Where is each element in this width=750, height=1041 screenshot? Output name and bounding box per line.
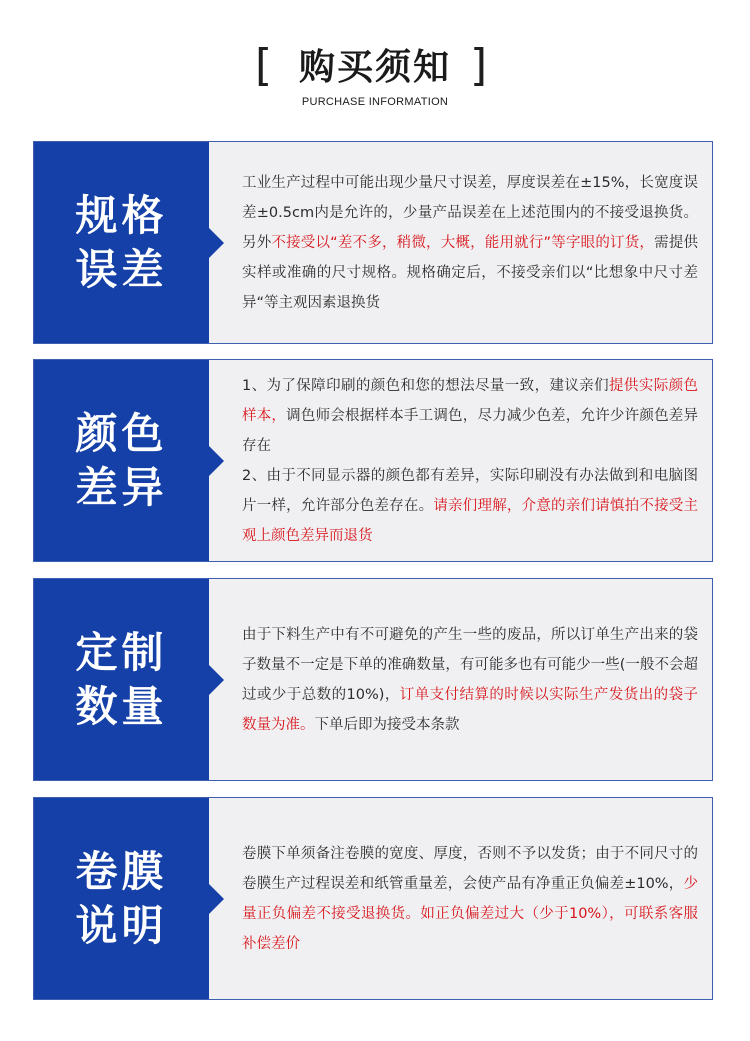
section-label-box xyxy=(34,798,209,999)
section-label-box xyxy=(34,142,209,343)
section-color-diff xyxy=(33,359,713,562)
section-content xyxy=(242,371,698,551)
section-label xyxy=(34,845,209,953)
section-custom-quantity xyxy=(33,578,713,781)
body-text: 调色师会根据样本手工调色，尽力减少色差，允许少许颜色差异存在 xyxy=(242,407,699,454)
section-content xyxy=(242,620,698,740)
highlight-text: 少量正负偏差不接受退换货。如正负偏差过大（少于10%），可联系客服补偿差价 xyxy=(242,875,698,952)
highlight-text: 提供实际颜色样本， xyxy=(242,377,698,424)
body-text: 由于下料生产中有不可避免的产生一些的废品，所以订单生产出来的袋子数量不一定是下单的准确数量，有可能多也有可能少一些(一般不会超过或少于总数的10%)， xyxy=(242,626,698,703)
section-label xyxy=(34,189,209,297)
highlight-text: 请亲们理解，介意的亲们请慎拍不接受主观上颜色差异而退货 xyxy=(242,497,699,544)
body-text: 下单后即为接受本条款 xyxy=(314,716,460,733)
section-roll-film xyxy=(33,797,713,1000)
section-spec-error xyxy=(33,141,713,344)
page-subtitle: PURCHASE INFORMATION xyxy=(301,96,449,108)
section-label-box xyxy=(34,360,209,561)
highlight-text: 不接受以“差不多，稍微，大概，能用就行”等字眼的订货， xyxy=(271,234,655,251)
label-line-2: 误差 xyxy=(75,244,168,294)
left-bracket: [ xyxy=(255,40,273,91)
page-header xyxy=(0,0,750,140)
highlight-text: 订单支付结算的时候以实际生产发货出的袋子数量为准。 xyxy=(242,686,698,733)
label-line-1: 卷膜 xyxy=(75,846,168,896)
body-text: 1、为了保障印刷的颜色和您的想法尽量一致，建议亲们 xyxy=(242,377,610,394)
label-line-2: 说明 xyxy=(75,900,168,950)
body-text: 卷膜下单须备注卷膜的宽度、厚度，否则不予以发货；由于不同尺寸的卷膜生产过程误差和纸管重量差，会使产品有净重正负偏差±10%， xyxy=(242,845,698,892)
label-line-1: 颜色 xyxy=(75,408,168,458)
section-content xyxy=(242,839,698,959)
section-label-box xyxy=(34,579,209,780)
label-line-1: 规格 xyxy=(75,190,168,240)
body-text: 2、由于不同显示器的颜色都有差异，实际印刷没有办法做到和电脑图片一样，允许部分色差存在。 xyxy=(242,467,698,514)
body-text: 需提供实样或准确的尺寸规格。规格确定后，不接受亲们以“比想象中尺寸差异“等主观因素退换货 xyxy=(242,234,699,311)
label-line-2: 差异 xyxy=(75,462,168,512)
section-label xyxy=(34,407,209,515)
label-line-2: 数量 xyxy=(75,681,168,731)
right-bracket: ] xyxy=(470,40,488,91)
section-label xyxy=(34,626,209,734)
body-text: 工业生产过程中可能出现少量尺寸误差，厚度误差在±15%，长宽度误差±0.5cm内是允许的，少量产品误差在上述范围内的不接受退换货。另外 xyxy=(242,174,698,251)
label-line-1: 定制 xyxy=(75,627,168,677)
section-content xyxy=(242,168,698,318)
page-title: 购买须知 xyxy=(298,47,451,88)
